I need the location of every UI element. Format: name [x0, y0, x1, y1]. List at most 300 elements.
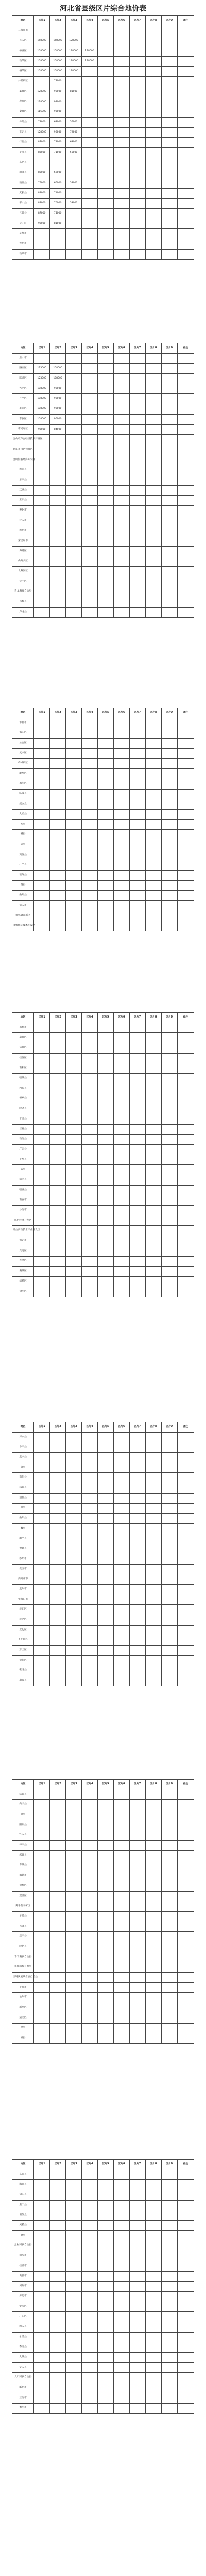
remark-cell — [177, 394, 194, 404]
price-cell — [145, 138, 161, 148]
column-header: 地区 — [12, 1013, 34, 1023]
price-cell — [34, 2373, 50, 2383]
price-cell — [34, 1790, 50, 1800]
table-row — [12, 1463, 194, 1473]
column-header: 区片9 — [161, 343, 177, 354]
price-cell — [97, 1676, 113, 1686]
land-price-table-section-7 — [12, 2159, 194, 2414]
price-cell — [97, 901, 113, 911]
region-name-cell: 赤城县 — [12, 1861, 34, 1871]
price-cell — [34, 1534, 50, 1544]
price-cell — [113, 404, 129, 415]
price-cell — [50, 1973, 66, 1983]
price-cell — [129, 1195, 145, 1206]
remark-cell — [177, 107, 194, 118]
price-cell — [97, 1574, 113, 1585]
price-cell — [82, 1236, 98, 1246]
price-cell — [129, 2023, 145, 2033]
price-cell — [161, 871, 177, 881]
region-name-cell: 肥乡区 — [12, 769, 34, 779]
price-cell — [82, 2312, 98, 2322]
price-cell — [113, 1982, 129, 1993]
price-cell — [97, 2332, 113, 2342]
price-cell: 80000 — [34, 168, 50, 178]
price-cell — [161, 117, 177, 127]
price-cell — [34, 1094, 50, 1104]
remark-cell — [177, 1790, 194, 1800]
remark-cell — [177, 219, 194, 229]
price-cell — [113, 2241, 129, 2251]
price-cell — [161, 353, 177, 364]
price-cell — [82, 158, 98, 168]
price-cell: 128000 — [66, 56, 82, 67]
price-cell — [50, 1841, 66, 1851]
table-row — [12, 2312, 194, 2322]
table-row — [12, 239, 194, 250]
price-cell — [145, 178, 161, 189]
remark-cell — [177, 2251, 194, 2261]
remark-cell — [177, 374, 194, 384]
price-cell — [34, 2221, 50, 2231]
price-cell — [161, 2261, 177, 2271]
price-cell — [161, 1104, 177, 1114]
table-row — [12, 1850, 194, 1861]
price-cell — [161, 1276, 177, 1287]
price-cell: 81000 — [50, 219, 66, 229]
price-cell — [129, 1216, 145, 1226]
price-cell — [113, 536, 129, 547]
price-cell — [50, 516, 66, 526]
remark-cell — [177, 2383, 194, 2393]
price-cell — [34, 2241, 50, 2251]
price-cell — [113, 1666, 129, 1676]
price-cell — [161, 496, 177, 506]
price-cell — [66, 1574, 82, 1585]
region-name-cell: 孟村回族自治县 — [12, 2241, 34, 2251]
price-cell — [145, 1841, 161, 1851]
price-cell — [161, 2241, 177, 2251]
price-cell — [66, 404, 82, 415]
price-cell — [145, 1226, 161, 1236]
price-cell — [66, 2342, 82, 2353]
price-cell — [34, 860, 50, 871]
price-cell — [97, 1564, 113, 1574]
price-cell — [66, 1666, 82, 1676]
price-cell — [34, 577, 50, 587]
price-cell — [82, 1216, 98, 1226]
price-cell — [66, 1810, 82, 1820]
price-cell — [113, 1185, 129, 1195]
table-row — [12, 127, 194, 138]
price-cell — [161, 2302, 177, 2312]
price-cell — [50, 353, 66, 364]
price-cell — [66, 2033, 82, 2044]
price-cell — [145, 1666, 161, 1676]
price-cell — [66, 1185, 82, 1195]
price-cell — [82, 445, 98, 455]
price-cell — [50, 789, 66, 799]
table-row — [12, 718, 194, 728]
column-header: 区片7 — [129, 708, 145, 718]
region-name-cell: 丰润区 — [12, 414, 34, 424]
price-cell — [82, 1962, 98, 1973]
price-cell — [82, 1226, 98, 1236]
price-cell — [82, 1585, 98, 1595]
price-cell — [113, 1114, 129, 1124]
price-cell — [34, 1063, 50, 1074]
remark-cell — [177, 1514, 194, 1524]
region-name-cell: 栾城区 — [12, 107, 34, 118]
price-cell — [34, 1104, 50, 1114]
price-cell — [161, 1503, 177, 1514]
price-cell: 87000 — [34, 138, 50, 148]
table-header-row — [12, 1422, 194, 1433]
price-cell — [129, 1023, 145, 1033]
remark-cell — [177, 229, 194, 239]
price-cell — [50, 1666, 66, 1676]
price-cell — [66, 2200, 82, 2210]
price-cell — [129, 830, 145, 840]
price-cell — [113, 789, 129, 799]
price-cell — [97, 2170, 113, 2180]
price-cell — [113, 2353, 129, 2363]
table-row — [12, 1514, 194, 1524]
region-name-cell: 易县 — [12, 1503, 34, 1514]
region-name-cell: 崇礼区 — [12, 1655, 34, 1666]
price-cell — [34, 1871, 50, 1881]
price-cell — [161, 1605, 177, 1615]
price-cell — [66, 1554, 82, 1564]
price-cell — [82, 1952, 98, 1962]
price-cell — [66, 2322, 82, 2333]
remark-cell — [177, 526, 194, 536]
price-cell — [34, 1206, 50, 1216]
price-cell — [34, 526, 50, 536]
remark-cell — [177, 117, 194, 127]
price-cell — [34, 1901, 50, 1912]
region-name-cell: 信都区 — [12, 1043, 34, 1054]
price-cell — [161, 2023, 177, 2033]
price-cell — [113, 435, 129, 445]
table-row — [12, 911, 194, 921]
price-cell — [145, 1043, 161, 1054]
price-cell — [113, 1932, 129, 1942]
price-cell — [34, 1053, 50, 1063]
region-name-cell: 邯郸市 — [12, 718, 34, 728]
price-cell — [129, 1287, 145, 1297]
price-cell — [145, 485, 161, 496]
price-cell — [50, 1922, 66, 1932]
price-cell — [82, 1901, 98, 1912]
table-row — [12, 249, 194, 259]
price-cell — [66, 567, 82, 577]
price-cell — [129, 1850, 145, 1861]
region-name-cell: 石家庄市 — [12, 26, 34, 36]
price-cell — [129, 911, 145, 921]
remark-cell — [177, 1236, 194, 1246]
price-cell — [129, 117, 145, 127]
price-cell — [113, 830, 129, 840]
price-cell — [161, 188, 177, 199]
price-cell — [161, 384, 177, 394]
price-cell — [129, 2210, 145, 2221]
table-row — [12, 158, 194, 168]
region-name-cell: 平山县 — [12, 199, 34, 209]
remark-cell — [177, 1901, 194, 1912]
table-row — [12, 1206, 194, 1216]
price-cell — [66, 546, 82, 556]
price-cell — [97, 748, 113, 759]
price-cell — [129, 1646, 145, 1656]
price-cell — [145, 1084, 161, 1094]
remark-cell — [177, 860, 194, 871]
column-header: 区片1 — [34, 2160, 50, 2170]
table-row — [12, 97, 194, 107]
price-cell — [145, 2373, 161, 2383]
price-cell — [50, 1820, 66, 1830]
price-cell — [129, 496, 145, 506]
price-cell — [82, 1564, 98, 1574]
price-cell — [129, 1635, 145, 1646]
price-cell — [129, 607, 145, 617]
region-name-cell: 怀来县 — [12, 1841, 34, 1851]
table-row — [12, 1881, 194, 1891]
price-cell — [129, 597, 145, 608]
price-cell — [34, 1453, 50, 1463]
remark-cell — [177, 880, 194, 891]
price-cell — [113, 2322, 129, 2333]
remark-cell — [177, 506, 194, 516]
price-cell — [145, 1135, 161, 1145]
price-cell — [161, 1236, 177, 1246]
column-header: 区片7 — [129, 1780, 145, 1790]
price-cell — [161, 769, 177, 779]
price-cell — [113, 2013, 129, 2023]
table-row — [12, 1820, 194, 1830]
remark-cell — [177, 1216, 194, 1226]
price-cell — [97, 2261, 113, 2271]
price-cell — [34, 229, 50, 239]
column-header: 区片6 — [113, 343, 129, 354]
price-cell — [145, 840, 161, 850]
price-cell — [34, 1655, 50, 1666]
table-row — [12, 2373, 194, 2383]
price-cell — [129, 546, 145, 556]
price-cell — [161, 2033, 177, 2044]
remark-cell — [177, 1043, 194, 1054]
price-cell — [129, 364, 145, 374]
price-cell — [66, 1023, 82, 1033]
price-cell — [34, 1881, 50, 1891]
price-cell — [129, 1800, 145, 1810]
price-cell: 69000 — [50, 168, 66, 178]
price-cell — [161, 1615, 177, 1626]
price-cell — [113, 1256, 129, 1267]
price-cell — [34, 1165, 50, 1175]
region-name-cell: 三河市 — [12, 2393, 34, 2403]
price-cell — [113, 799, 129, 810]
price-cell — [82, 1982, 98, 1993]
column-header: 区片4 — [82, 343, 98, 354]
table-row — [12, 1483, 194, 1494]
price-cell — [113, 445, 129, 455]
price-cell — [66, 1155, 82, 1165]
price-cell — [82, 1544, 98, 1554]
price-cell — [161, 2383, 177, 2393]
price-cell — [161, 2230, 177, 2241]
price-cell — [82, 2210, 98, 2221]
price-cell — [129, 2291, 145, 2302]
price-cell — [161, 1246, 177, 1256]
price-cell — [161, 26, 177, 36]
table-row — [12, 1442, 194, 1453]
region-name-cell: 丛台区 — [12, 739, 34, 749]
price-cell — [50, 1585, 66, 1595]
region-name-cell: 新乐市 — [12, 249, 34, 259]
price-cell — [161, 445, 177, 455]
price-cell — [161, 1155, 177, 1165]
price-cell — [145, 1655, 161, 1666]
price-cell: 58000 — [66, 178, 82, 189]
table-row — [12, 779, 194, 789]
price-cell — [97, 127, 113, 138]
region-name-cell: 临西县 — [12, 1185, 34, 1195]
region-name-cell: 承德市 — [12, 1871, 34, 1881]
price-cell — [145, 475, 161, 485]
price-cell — [34, 819, 50, 830]
price-cell — [50, 536, 66, 547]
remark-cell — [177, 1084, 194, 1094]
region-name-cell: 大厂回族自治县 — [12, 2373, 34, 2383]
price-cell — [97, 2221, 113, 2231]
price-cell — [66, 1503, 82, 1514]
price-cell — [113, 577, 129, 587]
region-name-cell: 无极县 — [12, 188, 34, 199]
price-cell — [82, 809, 98, 819]
table-row — [12, 880, 194, 891]
price-cell — [66, 1881, 82, 1891]
price-cell — [82, 414, 98, 424]
price-cell — [129, 1165, 145, 1175]
price-cell — [129, 1493, 145, 1503]
price-cell — [66, 1982, 82, 1993]
remark-cell — [177, 2180, 194, 2190]
price-cell — [129, 435, 145, 445]
price-cell — [66, 1595, 82, 1605]
price-cell — [66, 1952, 82, 1962]
price-cell — [97, 1635, 113, 1646]
price-cell — [66, 219, 82, 229]
price-cell — [113, 1226, 129, 1236]
price-cell: 158000 — [50, 36, 66, 46]
price-cell — [129, 1124, 145, 1135]
price-cell — [97, 2033, 113, 2044]
region-name-cell: 涉县 — [12, 819, 34, 830]
remark-cell — [177, 759, 194, 769]
price-cell — [113, 1463, 129, 1473]
price-cell — [113, 1615, 129, 1626]
price-cell — [145, 1625, 161, 1635]
table-row — [12, 404, 194, 415]
price-cell — [129, 1655, 145, 1666]
price-cell — [66, 1564, 82, 1574]
price-cell — [82, 117, 98, 127]
region-name-cell: 鹰手营子矿区 — [12, 1901, 34, 1912]
price-cell — [82, 353, 98, 364]
price-cell — [82, 1646, 98, 1656]
region-name-cell: 承德县 — [12, 1911, 34, 1922]
price-cell — [66, 506, 82, 516]
price-cell — [34, 1574, 50, 1585]
price-cell — [82, 1922, 98, 1932]
price-cell — [50, 1493, 66, 1503]
price-cell — [161, 229, 177, 239]
table-row — [12, 67, 194, 77]
region-name-cell: 昌黎县 — [12, 597, 34, 608]
price-cell — [145, 1820, 161, 1830]
price-cell — [34, 1114, 50, 1124]
price-cell — [113, 1810, 129, 1820]
price-cell — [50, 2170, 66, 2180]
price-cell — [82, 1165, 98, 1175]
region-name-cell: 古冶区 — [12, 384, 34, 394]
price-cell — [66, 1246, 82, 1256]
price-cell: 158000 — [34, 46, 50, 57]
price-cell — [82, 546, 98, 556]
price-cell — [50, 2342, 66, 2353]
remark-cell — [177, 1850, 194, 1861]
price-cell — [145, 1523, 161, 1534]
price-cell — [129, 789, 145, 799]
price-cell — [145, 1790, 161, 1800]
column-header: 地区 — [12, 708, 34, 718]
price-cell — [34, 789, 50, 799]
price-cell — [82, 475, 98, 485]
land-price-table-section-4 — [12, 1012, 194, 1297]
price-cell — [161, 1993, 177, 2003]
price-cell — [129, 840, 145, 850]
region-name-cell: 肃宁县 — [12, 2200, 34, 2210]
price-cell — [129, 1993, 145, 2003]
price-cell — [97, 138, 113, 148]
remark-cell — [177, 769, 194, 779]
price-cell — [50, 2241, 66, 2251]
price-cell — [161, 1564, 177, 1574]
price-cell — [34, 249, 50, 259]
region-name-cell: 临城县 — [12, 1074, 34, 1084]
price-cell: 53000 — [66, 199, 82, 209]
price-cell — [129, 36, 145, 46]
table-row — [12, 465, 194, 475]
price-cell — [129, 759, 145, 769]
land-price-table-section-3 — [12, 708, 194, 931]
price-cell — [145, 597, 161, 608]
price-cell — [113, 1922, 129, 1932]
price-cell — [161, 107, 177, 118]
table-row — [12, 2403, 194, 2414]
region-name-cell: 隆化县 — [12, 1942, 34, 1952]
price-cell — [34, 1646, 50, 1656]
price-cell — [97, 1861, 113, 1871]
table-row — [12, 2322, 194, 2333]
price-cell — [82, 2373, 98, 2383]
table-row — [12, 1982, 194, 1993]
region-name-cell: 邯郸冀南新区 — [12, 911, 34, 921]
price-cell — [129, 809, 145, 819]
price-cell — [50, 2261, 66, 2271]
price-cell — [82, 1800, 98, 1810]
price-cell — [145, 1094, 161, 1104]
